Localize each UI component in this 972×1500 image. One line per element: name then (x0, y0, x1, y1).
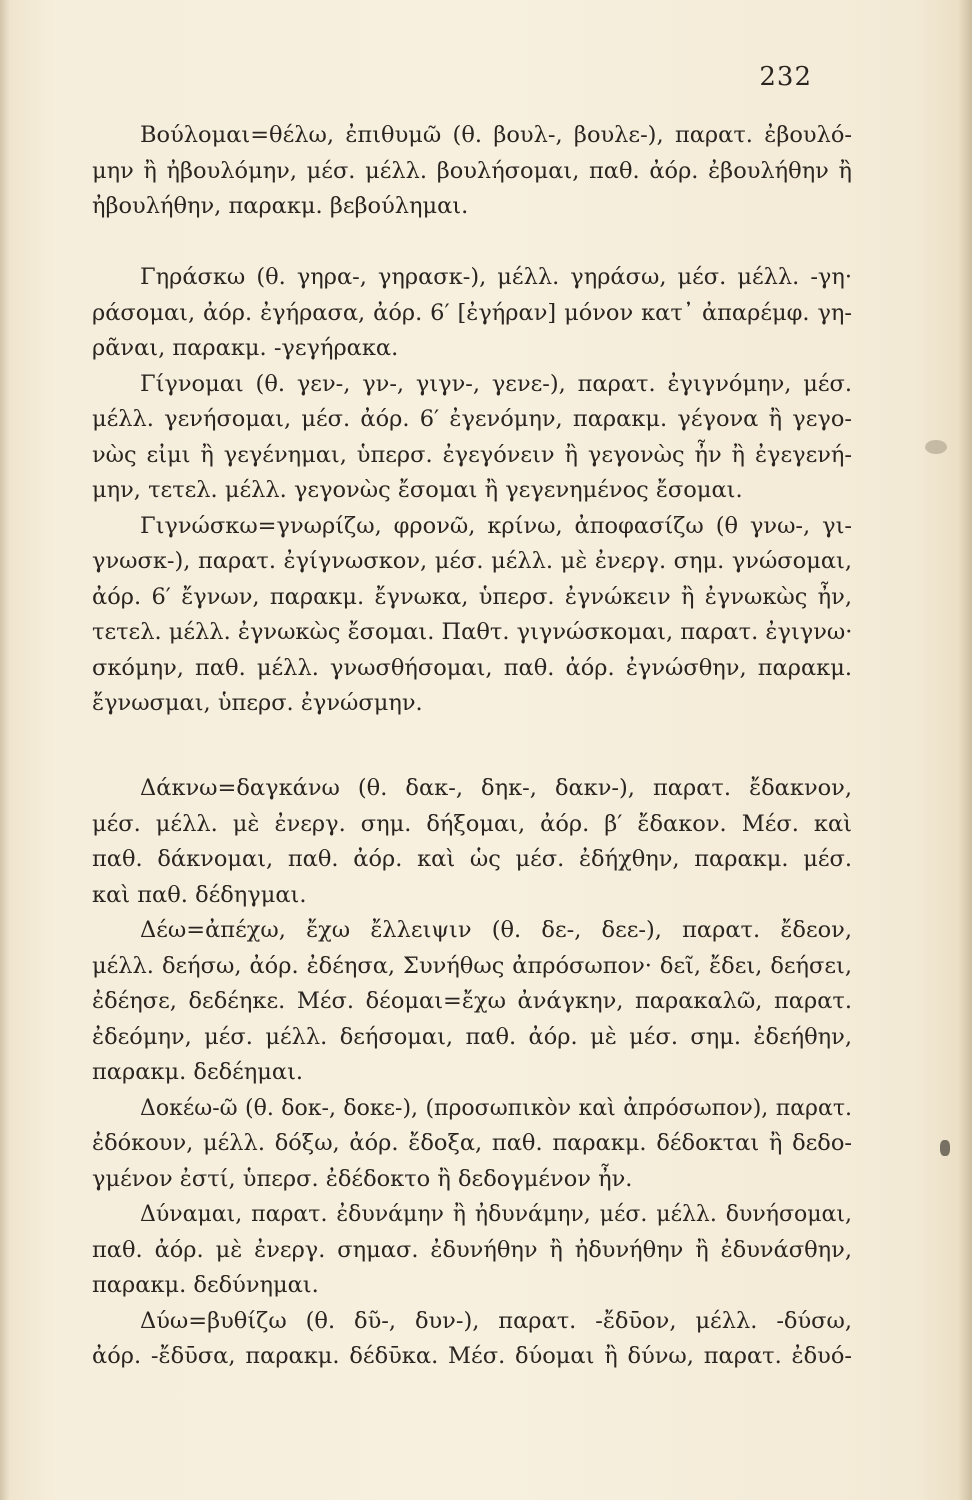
paper-stain (925, 440, 947, 454)
text-line: γνωσκ-), παρατ. ἐγίγνωσκον, μέσ. μέλλ. μὲ ἐνεργ. σημ. γνώσομαι, (92, 548, 852, 574)
entry-dynamai (92, 1197, 852, 1304)
text-line: νὼς εἰμι ἢ γεγένημαι, ὑπερσ. ἐγεγόνειν ἢ γεγονὼς ἦν ἢ ἐγεγενή- (92, 441, 852, 468)
paragraph-gap (92, 722, 852, 758)
entry-deo (92, 913, 852, 1091)
text-line: μην ἢ ἠβουλόμην, μέσ. μέλλ. βουλήσομαι, παθ. ἀόρ. ἐβουλήθην ἢ (92, 157, 852, 184)
entry-gignomai (92, 367, 852, 509)
text-line: ράσομαι, ἀόρ. ἐγήρασα, ἀόρ. 6′ [ἐγήραν] μόνον κατ᾽ ἀπαρέμφ. γη- (92, 299, 852, 326)
entry-boulomai (92, 118, 852, 225)
text-line: μην, τετελ. μέλλ. γεγονὼς ἔσομαι ἢ γεγενημένος ἔσομαι. (92, 477, 743, 503)
text-line: τετελ. μέλλ. ἐγνωκὼς ἔσομαι. Παθτ. γιγνώσκομαι, παρατ. ἐγιγνω· (92, 619, 853, 645)
text-line: ρᾶναι, παρακμ. -γεγήρακα. (92, 335, 399, 361)
text-line: ἐδεόμην, μέσ. μέλλ. δεήσομαι, παθ. ἀόρ. μὲ μέσ. σημ. ἐδεήθην, (92, 1023, 852, 1050)
text-line: ἀόρ. 6′ ἔγνων, παρακμ. ἔγνωκα, ὑπερσ. ἐγνώκειν ἢ ἐγνωκὼς ἦν, (92, 583, 852, 610)
text-line: Δέω=ἀπέχω, ἔχω ἔλλειψιν (θ. δε-, δεε-), παρατ. ἔδεον, (140, 917, 852, 943)
text-line: Γιγνώσκω=γνωρίζω, φρονῶ, κρίνω, ἀποφασίζω (θ γνω-, γι- (140, 512, 852, 539)
entry-gerasko (92, 260, 852, 367)
text-line: Δοκέω-ῶ (θ. δοκ-, δοκε-), (προσωπικὸν καὶ ἀπρόσωπον), παρατ. (140, 1095, 852, 1121)
entry-dyo (92, 1304, 852, 1375)
text-line: μέσ. μέλλ. μὲ ἐνεργ. σημ. δήξομαι, ἀόρ. β′ ἔδακον. Μέσ. καὶ (92, 810, 852, 837)
paragraph-gap (92, 757, 852, 771)
text-line: παρακμ. δεδέημαι. (92, 1059, 304, 1085)
text-line: παρακμ. δεδύνημαι. (92, 1272, 319, 1298)
text-line: ἐδέησε, δεδέηκε. Μέσ. δέομαι=ἔχω ἀνάγκην, παρακαλῶ, παρατ. (92, 988, 852, 1014)
page-text (92, 118, 852, 1375)
text-line: ἀόρ. -ἔδῡσα, παρακμ. δέδῡκα. Μέσ. δύομαι ἢ δύνω, παρατ. ἐδυό- (92, 1343, 852, 1369)
text-line: Δύω=βυθίζω (θ. δῦ-, δυν-), παρατ. -ἔδῡον, μέλλ. -δύσω, (140, 1307, 852, 1334)
text-line: Δάκνω=δαγκάνω (θ. δακ-, δηκ-, δακν-), παρατ. ἔδακνον, (140, 775, 852, 801)
paragraph-gap (92, 225, 852, 261)
text-line: μέλλ. γενήσομαι, μέσ. ἀόρ. 6′ ἐγενόμην, παρακμ. γέγονα ἢ γεγο- (92, 406, 852, 432)
page-number: 232 (759, 62, 812, 92)
text-line: Γηράσκω (θ. γηρα-, γηρασκ-), μέλλ. γηράσω, μέσ. μέλλ. -γη· (140, 264, 852, 290)
text-line: Βούλομαι=θέλω, ἐπιθυμῶ (θ. βουλ-, βουλε-), παρατ. ἐβουλό- (140, 122, 852, 148)
text-line: ἐδόκουν, μέλλ. δόξω, ἀόρ. ἔδοξα, παθ. παρακμ. δέδοκται ἢ δεδο- (92, 1130, 852, 1156)
text-line: γμένον ἐστί, ὑπερσ. ἐδέδοκτο ἢ δεδογμένον ἦν. (92, 1165, 633, 1192)
page-left-edge (0, 0, 10, 1500)
text-line: Δύναμαι, παρατ. ἐδυνάμην ἢ ἠδυνάμην, μέσ. μέλλ. δυνήσομαι, (140, 1202, 852, 1227)
entry-dokeo (92, 1091, 852, 1198)
text-line: ἠβουλήθην, παρακμ. βεβούλημαι. (92, 193, 469, 219)
text-line: σκόμην, παθ. μέλλ. γνωσθήσομαι, παθ. ἀόρ. ἐγνώσθην, παρακμ. (92, 654, 852, 681)
text-line: παθ. δάκνομαι, παθ. ἀόρ. καὶ ὡς μέσ. ἐδήχθην, παρακμ. μέσ. (92, 846, 852, 872)
text-line: μέλλ. δεήσω, ἀόρ. ἐδέησα, Συνήθως ἀπρόσωπον· δεῖ, ἔδει, δεήσει, (92, 952, 852, 979)
text-line: ἔγνωσμαι, ὑπερσ. ἐγνώσμην. (92, 690, 423, 716)
entry-dakno (92, 771, 852, 913)
entry-gignosko (92, 509, 852, 722)
text-line: καὶ παθ. δέδηγμαι. (92, 881, 307, 908)
text-line: παθ. ἀόρ. μὲ ἐνεργ. σημασ. ἐδυνήθην ἢ ἠδυνήθην ἢ ἐδυνάσθην, (92, 1236, 852, 1263)
ink-blot (940, 1140, 950, 1156)
page-right-edge (958, 0, 972, 1500)
text-line: Γίγνομαι (θ. γεν-, γν-, γιγν-, γενε-), παρατ. ἐγιγνόμην, μέσ. (140, 370, 852, 397)
